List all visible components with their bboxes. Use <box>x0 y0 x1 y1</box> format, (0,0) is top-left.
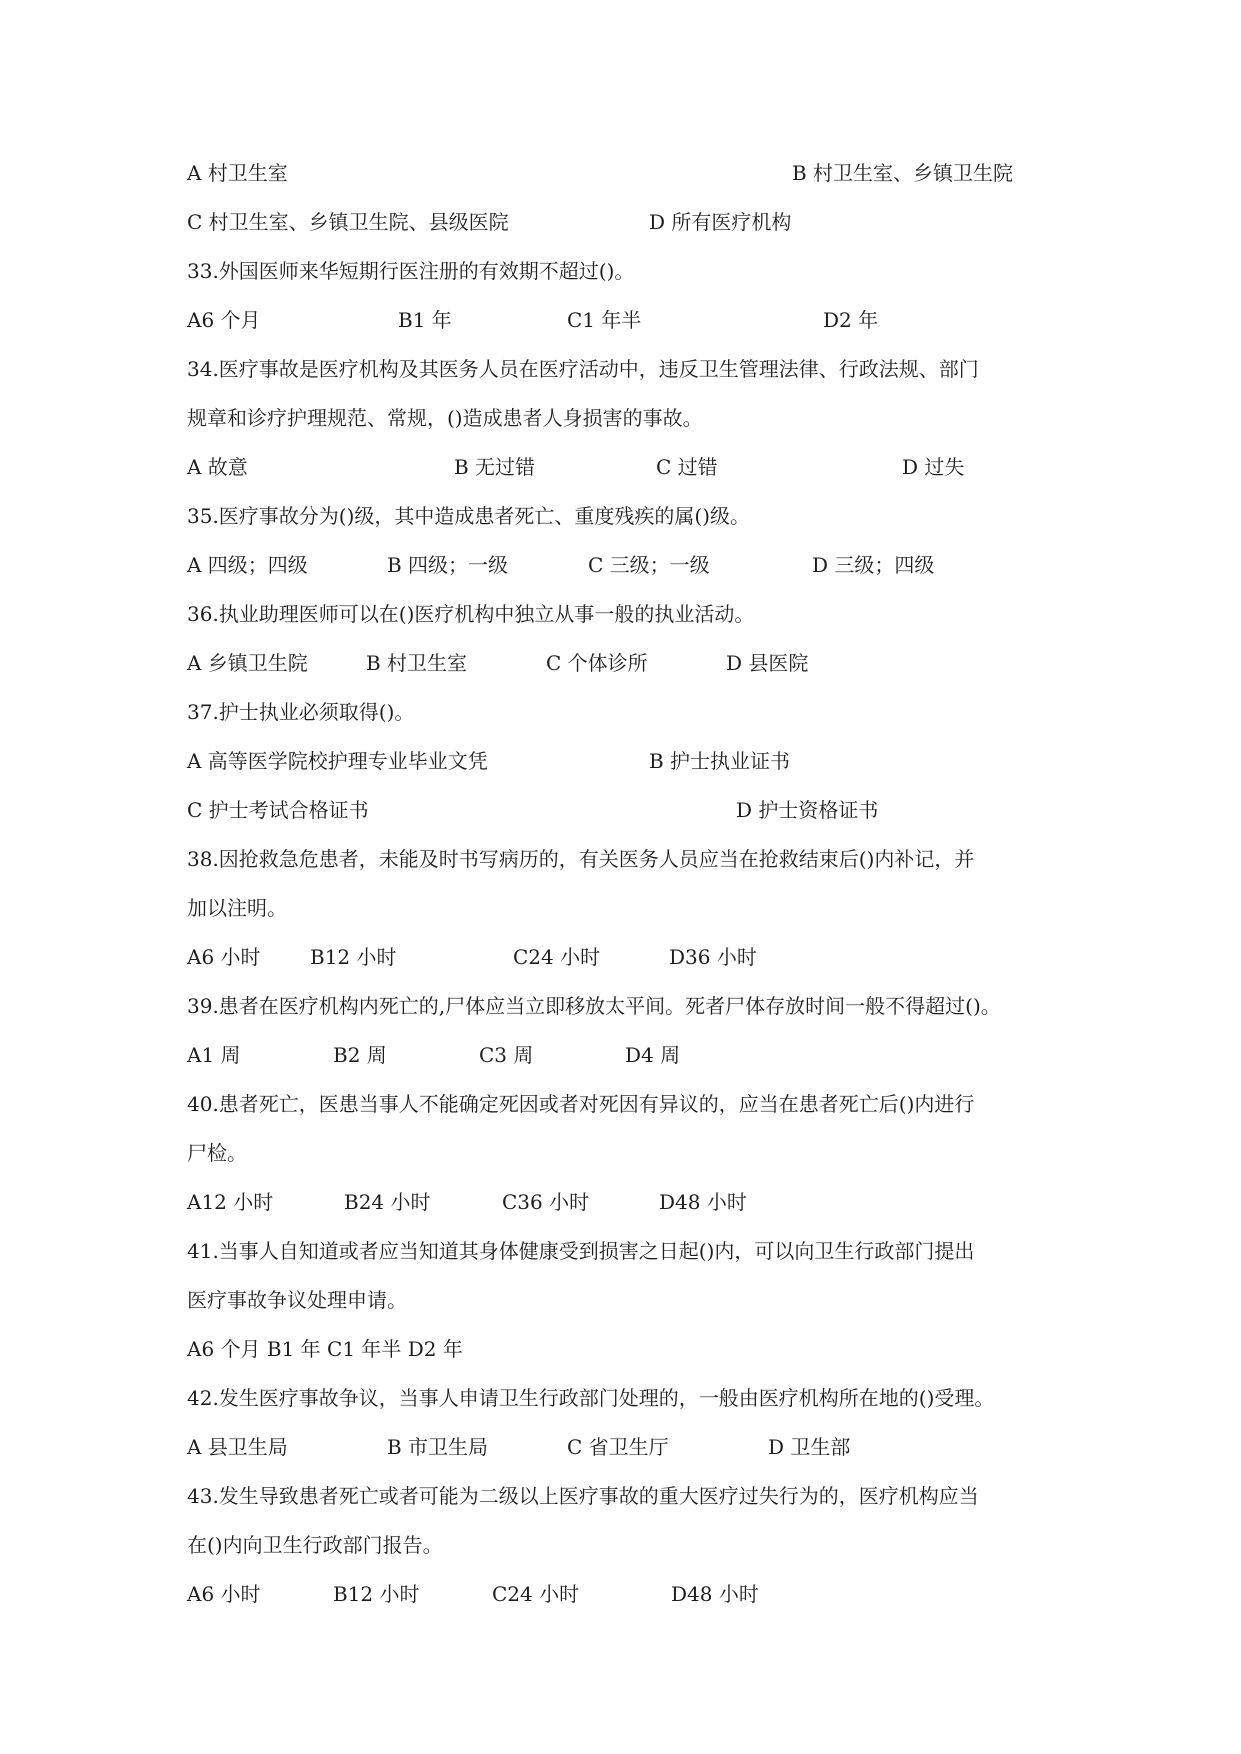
option-d: D 过失 <box>902 455 965 479</box>
option-b: B 市卫生局 <box>387 1435 489 1459</box>
option-a: A6 小时 <box>187 945 261 969</box>
option-a: A 四级；四级 <box>187 553 308 577</box>
option-d: D 县医院 <box>726 651 809 675</box>
question-text: 43.发生导致患者死亡或者可能为二级以上医疗事故的重大医疗过失行为的，医疗机构应当 <box>187 1484 979 1508</box>
option-d: D 所有医疗机构 <box>649 210 792 234</box>
option-c: C 个体诊所 <box>546 651 648 675</box>
options-text: A6 个月 B1 年 C1 年半 D2 年 <box>187 1337 463 1361</box>
option-c: C24 小时 <box>492 1582 580 1606</box>
option-a: A 乡镇卫生院 <box>187 651 308 675</box>
option-c: C24 小时 <box>513 945 601 969</box>
option-a: A1 周 <box>187 1043 241 1067</box>
option-b: B 村卫生室、乡镇卫生院 <box>792 161 1014 185</box>
option-a: A 县卫生局 <box>187 1435 288 1459</box>
option-b: B12 小时 <box>310 945 397 969</box>
question-text: 38.因抢救急危患者，未能及时书写病历的，有关医务人员应当在抢救结束后()内补记，并 <box>187 847 975 871</box>
option-a: A 故意 <box>187 455 248 479</box>
option-b: B12 小时 <box>333 1582 420 1606</box>
question-text: 41.当事人自知道或者应当知道其身体健康受到损害之日起()内，可以向卫生行政部门提出 <box>187 1239 975 1263</box>
option-c: C 村卫生室、乡镇卫生院、县级医院 <box>187 210 509 234</box>
question-text: 37.护士执业必须取得()。 <box>187 700 415 724</box>
option-b: B1 年 <box>398 308 452 332</box>
option-a: A6 小时 <box>187 1582 261 1606</box>
question-text: 35.医疗事故分为()级，其中造成患者死亡、重度残疾的属()级。 <box>187 504 751 528</box>
option-b: B2 周 <box>333 1043 387 1067</box>
question-text: 34.医疗事故是医疗机构及其医务人员在医疗活动中，违反卫生管理法律、行政法规、部门 <box>187 357 979 381</box>
option-d: D 三级；四级 <box>812 553 935 577</box>
question-text: 规章和诊疗护理规范、常规，()造成患者人身损害的事故。 <box>187 406 703 430</box>
option-a: A6 个月 <box>187 308 261 332</box>
question-text: 40.患者死亡，医患当事人不能确定死因或者对死因有异议的，应当在患者死亡后()内进行 <box>187 1092 975 1116</box>
option-a: A12 小时 <box>187 1190 274 1214</box>
question-text: 36.执业助理医师可以在()医疗机构中独立从事一般的执业活动。 <box>187 602 755 626</box>
option-c: C3 周 <box>479 1043 534 1067</box>
question-text: 加以注明。 <box>187 896 287 920</box>
option-c: C 护士考试合格证书 <box>187 798 369 822</box>
option-b: B 四级；一级 <box>387 553 509 577</box>
option-c: C36 小时 <box>502 1190 590 1214</box>
question-text: 42.发生医疗事故争议，当事人申请卫生行政部门处理的，一般由医疗机构所在地的()受理。 <box>187 1386 995 1410</box>
question-text: 33.外国医师来华短期行医注册的有效期不超过()。 <box>187 259 635 283</box>
option-b: B 村卫生室 <box>366 651 468 675</box>
option-c: C 省卫生厅 <box>567 1435 669 1459</box>
question-text: 医疗事故争议处理申请。 <box>187 1288 407 1312</box>
option-c: C1 年半 <box>567 308 642 332</box>
question-text: 39.患者在医疗机构内死亡的,尸体应当立即移放太平间。死者尸体存放时间一般不得超过()。 <box>187 994 1001 1018</box>
option-d: D4 周 <box>625 1043 681 1067</box>
option-b: B 无过错 <box>454 455 536 479</box>
option-c: C 三级；一级 <box>588 553 710 577</box>
option-d: D48 小时 <box>659 1190 747 1214</box>
option-d: D36 小时 <box>669 945 757 969</box>
option-a: A 高等医学院校护理专业毕业文凭 <box>187 749 488 773</box>
question-text: 尸检。 <box>187 1141 247 1165</box>
question-text: 在()内向卫生行政部门报告。 <box>187 1533 443 1557</box>
option-b: B 护士执业证书 <box>649 749 791 773</box>
option-a: A 村卫生室 <box>187 161 288 185</box>
option-d: D48 小时 <box>671 1582 759 1606</box>
option-c: C 过错 <box>656 455 718 479</box>
option-d: D 卫生部 <box>768 1435 851 1459</box>
option-d: D2 年 <box>823 308 879 332</box>
option-b: B24 小时 <box>344 1190 431 1214</box>
option-d: D 护士资格证书 <box>736 798 879 822</box>
